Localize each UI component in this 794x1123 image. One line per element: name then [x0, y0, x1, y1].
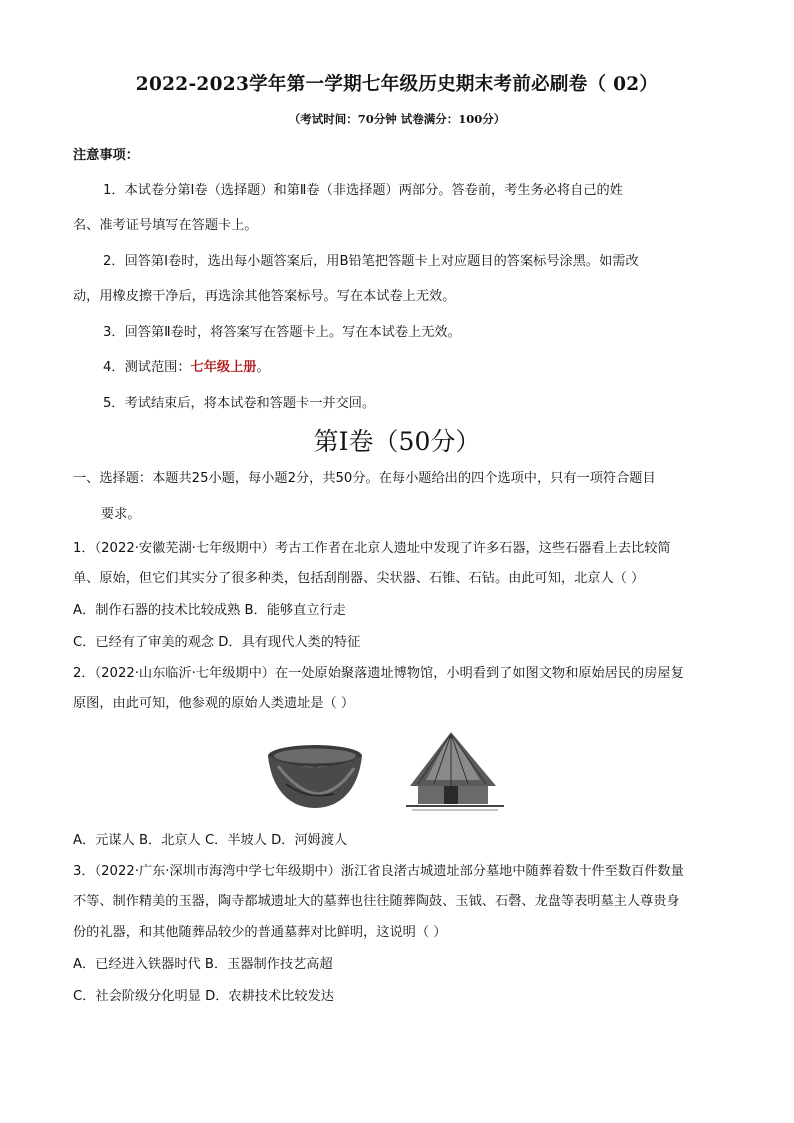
- question-3-options-line-2: C．社会阶级分化明显 D．农耕技术比较发达: [73, 989, 334, 1004]
- notice-item-5: 5．考试结束后，将本试卷和答题卡一并交回。: [103, 396, 376, 411]
- question-1-line-1: 1．（2022·安徽芜湖·七年级期中）考古工作者在北京人遗址中发现了许多石器，这些石器看上去比较简: [73, 541, 671, 556]
- question-2-options-line-1: A．元谋人 B．北京人 C．半坡人 D．河姆渡人: [73, 833, 348, 848]
- question-3-line-2: 不等、制作精美的玉器，陶寺都城遗址大的墓葬也往往随葬陶鼓、玉钺、石磬、龙盘等表明墓主人尊贵身: [73, 894, 680, 909]
- notice-item-2-line-2: 动，用橡皮擦干净后，再选涂其他答案标号。写在本试卷上无效。: [73, 289, 456, 304]
- notice-item-1-line-1: 1．本试卷分第Ⅰ卷（选择题）和第Ⅱ卷（非选择题）两部分。答卷前，考生务必将自己的姓: [103, 183, 623, 198]
- test-scope: 七年级上册: [190, 360, 257, 375]
- section-instruction-line-2: 要求。: [101, 507, 141, 522]
- question-1-line-2: 单、原始，但它们其实分了很多种类，包括刮削器、尖状器、石锥、石钻。由此可知，北京人（ ）: [73, 571, 645, 586]
- section-instruction-line-1: 一、选择题：本题共25小题，每小题2分，共50分。在每小题给出的四个选项中，只有一项符合题目: [73, 471, 656, 486]
- question-3-line-3: 份的礼器，和其他随葬品较少的普通墓葬对比鲜明，这说明（ ）: [73, 925, 447, 940]
- question-2-figures-svg: [268, 730, 528, 814]
- exam-time-and-score: （考试时间：70分钟 试卷满分：100分）: [288, 112, 506, 126]
- question-2-line-2: 原图，由此可知，他参观的原始人类遗址是（ ）: [73, 696, 355, 711]
- notice-item-4: [103, 358, 270, 378]
- notice-item-2-line-1: 2．回答第Ⅰ卷时，选出每小题答案后，用B铅笔把答题卡上对应题目的答案标号涂黑。如需改: [103, 254, 639, 269]
- section-title: 第Ⅰ卷（50分）: [313, 427, 481, 456]
- pottery-bowl-figure: [268, 745, 362, 808]
- exam-title: 2022-2023学年第一学期七年级历史期末考前必刷卷（ 02）: [135, 74, 659, 95]
- question-1-options-line-1: A．制作石器的技术比较成熟 B．能够直立行走: [73, 603, 346, 618]
- question-3-options-line-1: A．已经进入铁器时代 B．玉器制作技艺高超: [73, 957, 333, 972]
- notice-item-4-prefix: 4．测试范围：: [103, 360, 191, 375]
- notice-item-4-suffix: 。: [256, 360, 270, 375]
- question-1-options-line-2: C．已经有了审美的观念 D．具有现代人类的特征: [73, 635, 361, 650]
- notice-heading: 注意事项：: [73, 148, 139, 163]
- question-3-line-1: 3．（2022·广东·深圳市海湾中学七年级期中）浙江省良渚古城遗址部分墓地中随葬着数十件至数百件数量: [73, 864, 684, 879]
- thatched-hut-figure: [406, 732, 504, 810]
- question-2-line-1: 2．（2022·山东临沂·七年级期中）在一处原始聚落遗址博物馆，小明看到了如图文物和原始居民的房屋复: [73, 666, 684, 681]
- notice-item-3: 3．回答第Ⅱ卷时，将答案写在答题卡上。写在本试卷上无效。: [103, 325, 461, 340]
- question-2-figures: [268, 730, 528, 814]
- notice-item-1-line-2: 名、准考证号填写在答题卡上。: [73, 218, 258, 233]
